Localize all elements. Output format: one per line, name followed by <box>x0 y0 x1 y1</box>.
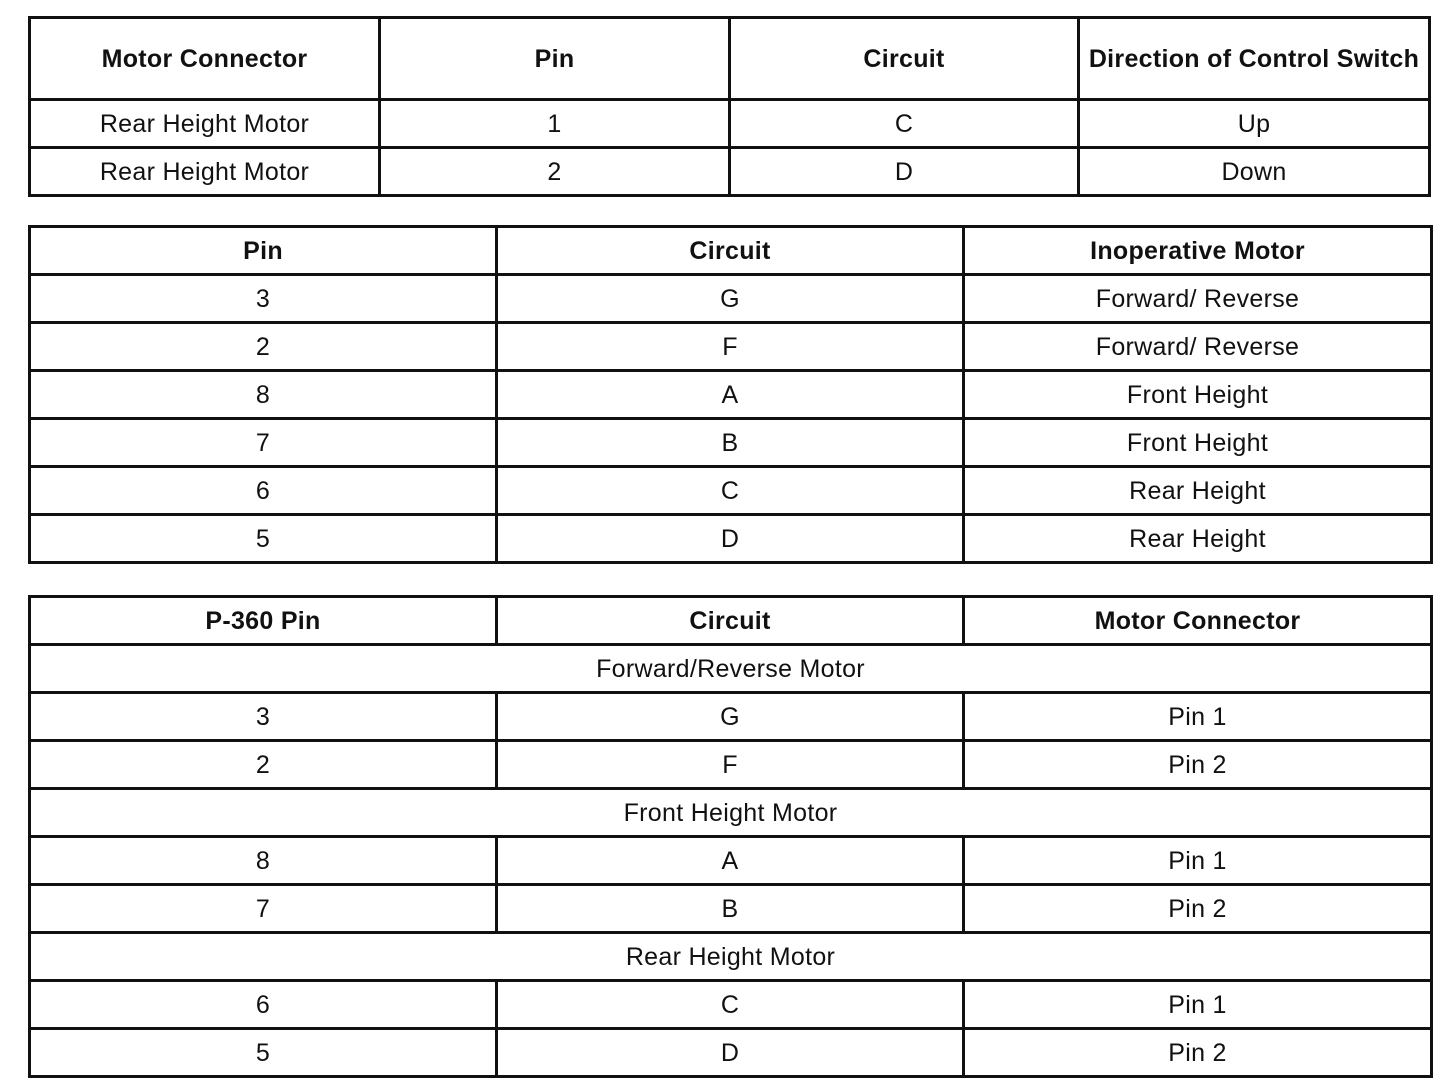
cell-direction: Up <box>1079 100 1430 148</box>
section-row-forward-reverse <box>30 645 1432 693</box>
cell-inoperative-motor: Forward/ Reverse <box>964 323 1432 371</box>
inoperative-motor-table <box>28 225 1433 564</box>
cell-circuit: D <box>730 148 1079 196</box>
table-row <box>30 371 1432 419</box>
table-row <box>30 837 1432 885</box>
table-header-row <box>30 227 1432 275</box>
section-title: Rear Height Motor <box>30 933 1432 981</box>
cell-pin: 5 <box>30 515 497 563</box>
cell-circuit: C <box>497 981 964 1029</box>
table-header-row <box>30 18 1430 100</box>
cell-circuit: F <box>497 323 964 371</box>
cell-circuit: G <box>497 275 964 323</box>
table-row <box>30 515 1432 563</box>
table-row <box>30 885 1432 933</box>
cell-p360-pin: 6 <box>30 981 497 1029</box>
cell-p360-pin: 2 <box>30 741 497 789</box>
cell-pin: 8 <box>30 371 497 419</box>
cell-motor-connector: Pin 2 <box>964 1029 1432 1077</box>
cell-circuit: A <box>497 837 964 885</box>
table-row <box>30 1029 1432 1077</box>
table-row <box>30 419 1432 467</box>
table-row <box>30 693 1432 741</box>
cell-motor-connector: Pin 1 <box>964 981 1432 1029</box>
cell-motor-connector: Rear Height Motor <box>30 148 380 196</box>
table-row <box>30 323 1432 371</box>
cell-circuit: D <box>497 515 964 563</box>
cell-pin: 1 <box>380 100 730 148</box>
cell-p360-pin: 5 <box>30 1029 497 1077</box>
cell-motor-connector: Pin 1 <box>964 693 1432 741</box>
cell-motor-connector: Rear Height Motor <box>30 100 380 148</box>
table-row <box>30 741 1432 789</box>
cell-circuit: C <box>497 467 964 515</box>
section-title: Forward/Reverse Motor <box>30 645 1432 693</box>
cell-pin: 3 <box>30 275 497 323</box>
cell-circuit: B <box>497 885 964 933</box>
column-header-p360-pin: P-360 Pin <box>30 597 497 645</box>
column-header-pin: Pin <box>380 18 730 100</box>
cell-circuit: B <box>497 419 964 467</box>
motor-direction-table <box>28 16 1431 197</box>
column-header-inoperative-motor: Inoperative Motor <box>964 227 1432 275</box>
column-header-circuit: Circuit <box>497 227 964 275</box>
cell-pin: 7 <box>30 419 497 467</box>
cell-p360-pin: 7 <box>30 885 497 933</box>
cell-circuit: D <box>497 1029 964 1077</box>
column-header-pin: Pin <box>30 227 497 275</box>
cell-motor-connector: Pin 1 <box>964 837 1432 885</box>
column-header-direction: Direction of Control Switch <box>1079 18 1430 100</box>
p360-pin-table <box>28 595 1433 1078</box>
cell-motor-connector: Pin 2 <box>964 885 1432 933</box>
table-row <box>30 467 1432 515</box>
column-header-circuit: Circuit <box>497 597 964 645</box>
cell-inoperative-motor: Rear Height <box>964 467 1432 515</box>
table-row <box>30 148 1430 196</box>
section-row-front-height <box>30 789 1432 837</box>
column-header-circuit: Circuit <box>730 18 1079 100</box>
cell-circuit: G <box>497 693 964 741</box>
cell-pin: 6 <box>30 467 497 515</box>
table-row <box>30 100 1430 148</box>
cell-circuit: C <box>730 100 1079 148</box>
cell-pin: 2 <box>30 323 497 371</box>
cell-inoperative-motor: Rear Height <box>964 515 1432 563</box>
section-title: Front Height Motor <box>30 789 1432 837</box>
cell-p360-pin: 3 <box>30 693 497 741</box>
column-header-motor-connector: Motor Connector <box>964 597 1432 645</box>
cell-pin: 2 <box>380 148 730 196</box>
cell-inoperative-motor: Front Height <box>964 419 1432 467</box>
cell-p360-pin: 8 <box>30 837 497 885</box>
section-row-rear-height <box>30 933 1432 981</box>
cell-inoperative-motor: Front Height <box>964 371 1432 419</box>
table-row <box>30 981 1432 1029</box>
column-header-motor-connector: Motor Connector <box>30 18 380 100</box>
cell-circuit: F <box>497 741 964 789</box>
table-header-row <box>30 597 1432 645</box>
cell-direction: Down <box>1079 148 1430 196</box>
cell-inoperative-motor: Forward/ Reverse <box>964 275 1432 323</box>
cell-circuit: A <box>497 371 964 419</box>
table-row <box>30 275 1432 323</box>
cell-motor-connector: Pin 2 <box>964 741 1432 789</box>
